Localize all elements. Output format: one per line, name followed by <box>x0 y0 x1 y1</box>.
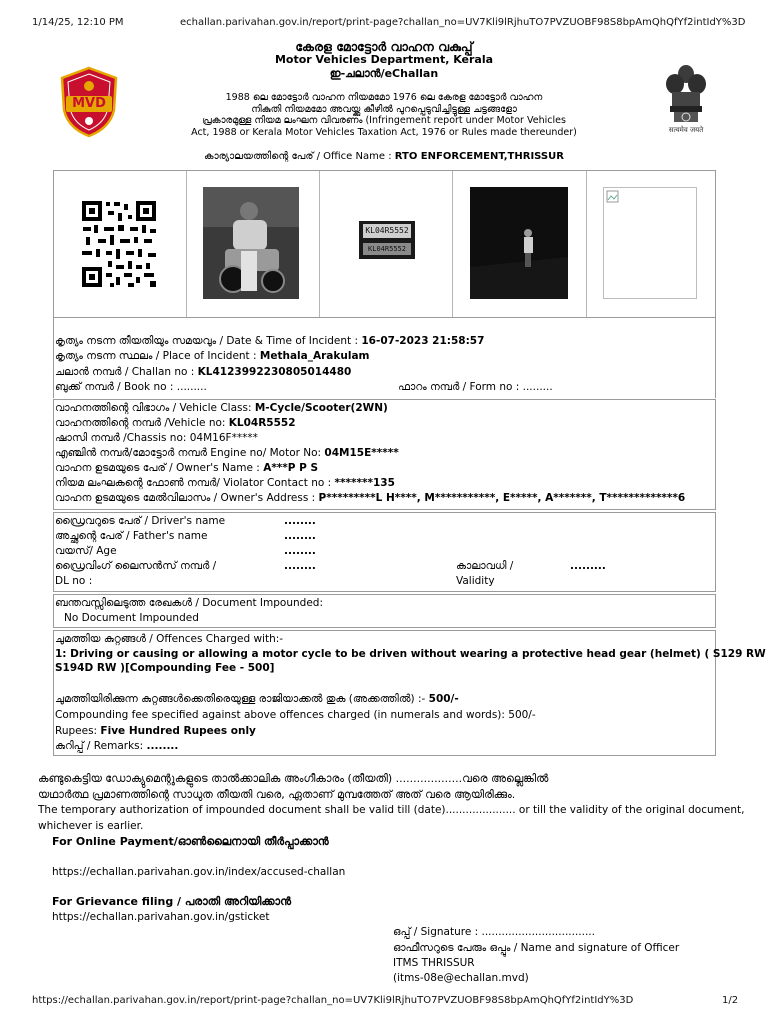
subtitle-line-4: Act, 1988 or Kerala Motor Vehicles Taxation Act, 1976 or Rules made thereunder) <box>191 126 577 138</box>
mvd-logo-text: MVD <box>72 96 106 111</box>
subtitle-line-3: പ്രകാരമുള്ള നിയമ ലംഘന വിവരണം (Infringement report under Motor Vehicles <box>202 115 566 126</box>
compounding-fee-value: 500/- <box>428 693 459 705</box>
incident-datetime <box>55 335 484 348</box>
grievance-link[interactable]: https://echallan.parivahan.gov.in/gsticket <box>52 911 270 923</box>
incident-place-label: കൃത്യം നടന്ന സ്ഥലം / Place of Incident : <box>55 350 260 362</box>
authorization-english-line-2: whichever is earlier. <box>38 820 144 832</box>
qr-code-cell <box>54 171 187 317</box>
number-plate-image <box>359 221 415 259</box>
plate-text-2: KL04R5552 <box>363 243 411 255</box>
validity-value: ......... <box>570 560 606 572</box>
signature-line: ഒപ്പ് / Signature : .................................. <box>393 926 595 938</box>
violator-contact-label: നിയമ ലംഘകന്റെ ഫോൺ നമ്പർ/ Violator Contact no : <box>55 477 335 489</box>
print-datetime: 1/14/25, 12:10 PM <box>32 17 124 28</box>
officer-label: ഓഫീസറുടെ പേരും ഒപ്പും / Name and signature of Officer <box>393 942 680 954</box>
office-name-value: RTO ENFORCEMENT,THRISSUR <box>394 151 564 162</box>
age-value: ........ <box>284 545 316 557</box>
owner-address-value: P*********L H****, M***********, E*****, A*******, T*************6 <box>318 492 686 504</box>
engine-number-value: 04M15E***** <box>324 447 399 459</box>
violator-contact <box>55 477 395 490</box>
offences-label: ചുമത്തിയ കുറ്റങ്ങൾ / Offences Charged with:- <box>55 633 284 645</box>
broken-image-icon <box>603 187 697 299</box>
compounding-fee-words: Compounding fee specified against above offences charged (in numerals and words): 500/- <box>55 709 536 721</box>
rider-photo-cell <box>186 171 320 317</box>
age-label: വയസ്/ Age <box>55 545 117 557</box>
dept-title-malayalam: കേരള മോട്ടോർ വാഹന വകുപ്പ് <box>295 39 473 54</box>
qr-code-icon <box>80 199 158 289</box>
father-name-label: അച്ഛന്റെ പേര് / Father's name <box>55 530 208 542</box>
incident-datetime-label: കൃത്യം നടന്ന തീയതിയും സമയവും / Date & Time of Incident : <box>55 335 362 347</box>
offence-line-1: 1: Driving or causing or allowing a motor cycle to be driven without wearing a protective head gear (helmet) ( S129 RW <box>55 648 766 660</box>
emblem-motto: सत्यमेव जयते <box>668 126 704 134</box>
subtitle-line-1: 1988 ലെ മോട്ടോർ വാഹന നിയമമോ 1976 ലെ കേരള മോട്ടോർ വാഹന <box>225 92 543 103</box>
owner-address-label: വാഹന ഉടമയുടെ മേൽവിലാസം / Owner's Address : <box>55 492 319 504</box>
vehicle-number <box>55 417 296 430</box>
page-number: 1/2 <box>722 995 739 1006</box>
grievance-label: For Grievance filing / പരാതി അറിയിക്കാൻ <box>52 895 292 908</box>
print-url: echallan.parivahan.gov.in/report/print-page?challan_no=UV7Kli9lRjhuTO7PVZUOBF98S8bpAmQhQfYf2intIdY%3D <box>180 17 746 28</box>
broken-image-cell <box>586 171 715 317</box>
evidence-images-row <box>53 170 716 318</box>
rupees-in-words <box>55 725 256 737</box>
offence-line-2: S194D RW )[Compounding Fee - 500] <box>55 662 275 674</box>
incident-place-value: Methala_Arakulam <box>259 350 370 362</box>
national-emblem-icon <box>664 64 708 138</box>
dl-label-malayalam: ഡ്രൈവിംഗ് ലൈസൻസ് നമ്പർ / <box>55 560 217 572</box>
engine-number <box>55 447 399 460</box>
challan-number-label: ചലാൻ നമ്പർ / Challan no : <box>55 366 198 378</box>
book-number: ബുക്ക് നമ്പർ / Book no : ......... <box>55 381 207 393</box>
vehicle-number-value: KL04R5552 <box>228 417 296 429</box>
authorization-english-line-1: The temporary authorization of impounded document shall be valid till (date)..................... or till the validity of the original document, <box>38 804 745 816</box>
rider-photo <box>203 187 299 299</box>
dept-title-english: Motor Vehicles Department, Kerala <box>274 53 494 66</box>
owner-name-value: A***P P S <box>263 462 319 474</box>
vehicle-number-label: വാഹനത്തിന്റെ നമ്പർ /Vehicle no: <box>55 417 229 429</box>
validity-label-malayalam: കാലാവധി / <box>456 560 514 572</box>
plate-text-1: KL04R5552 <box>363 224 411 238</box>
owner-name <box>55 462 318 475</box>
online-payment-label: For Online Payment/ഓൺലൈനായി തീർപ്പാക്കാൻ <box>52 835 329 848</box>
documents-impounded-label: ബന്തവസ്സിലെടുത്ത രേഖകൾ / Document Impounded: <box>55 597 323 609</box>
dl-value: ........ <box>284 560 316 572</box>
subtitle-line-2: നികുതി നിയമമോ അവയ്ക്കു കീഴിൽ പുറപ്പെടുവിച്ചിട്ടുള്ള ചട്ടങ്ങളോ <box>251 103 517 115</box>
remarks-label: കുറിപ്പ് / Remarks: <box>55 740 147 752</box>
footer-url: https://echallan.parivahan.gov.in/report/print-page?challan_no=UV7Kli9lRjhuTO7PVZUOBF98S8bpAmQhQfYf2intIdY%3D <box>32 995 634 1006</box>
dl-label-english: DL no : <box>55 575 93 587</box>
documents-impounded-value: No Document Impounded <box>64 612 199 624</box>
owner-name-label: വാഹന ഉടമയുടെ പേര് / Owner's Name : <box>55 462 264 474</box>
father-name-value: ........ <box>284 530 316 542</box>
authorization-malayalam-line-1: കണ്ടുകെട്ടിയ ഡോക്യുമെന്റുകളുടെ താൽക്കാലിക അംഗീകാരം (തീയതി) ...................വരെ അല്ലെങ്കിൽ <box>38 772 549 785</box>
remarks <box>55 740 178 753</box>
challan-number <box>55 366 351 379</box>
subtitle <box>184 92 584 138</box>
officer-name: ITMS THRISSUR <box>393 957 475 969</box>
office-name-label: കാര്യാലയത്തിന്റെ പേര് / Office Name : <box>204 151 395 162</box>
echallan-title: ഇ-ചലാൻ/eChallan <box>329 67 439 80</box>
mvd-logo <box>58 66 120 138</box>
night-photo <box>470 187 568 299</box>
authorization-malayalam-line-2: യഥാർത്ഥ പ്രമാണത്തിന്റെ സാധുത തീയതി വരെ, ഏതാണ് മുമ്പത്തേത് അത് വരെ ആയിരിക്കും. <box>38 788 516 801</box>
office-name <box>134 151 634 162</box>
number-plate-cell <box>319 171 453 317</box>
compounding-fee-label: ചുമത്തിയിരിക്കുന്ന കുറ്റങ്ങൾക്കെതിരെയുള്ള രാജിയാക്കൽ തുക (അക്കത്തിൽ) :- <box>55 693 429 705</box>
incident-place <box>55 350 369 363</box>
remarks-value: ........ <box>146 740 179 752</box>
vehicle-class-label: വാഹനത്തിന്റെ വിഭാഗം / Vehicle Class: <box>55 402 255 414</box>
officer-id: (itms-08e@echallan.mvd) <box>393 972 529 984</box>
online-payment-link[interactable]: https://echallan.parivahan.gov.in/index/accused-challan <box>52 866 346 878</box>
rupees-value: Five Hundred Rupees only <box>100 725 256 737</box>
vehicle-class <box>55 402 388 415</box>
chassis-number: ഷാസി നമ്പർ /Chassis no: 04M16F***** <box>55 432 258 444</box>
violator-contact-value: *******135 <box>334 477 395 489</box>
compounding-fee <box>55 693 459 706</box>
engine-number-label: എഞ്ചിൻ നമ്പർ/മോട്ടോർ നമ്പർ Engine no/ Motor No: <box>55 447 325 459</box>
incident-datetime-value: 16-07-2023 21:58:57 <box>361 335 485 347</box>
vehicle-class-value: M-Cycle/Scooter(2WN) <box>254 402 388 414</box>
challan-number-value: KL4123992230805014480 <box>197 366 352 378</box>
driver-name-value: ........ <box>284 515 316 527</box>
driver-name-label: ഡ്രൈവറുടെ പേര് / Driver's name <box>55 515 226 527</box>
validity-label-english: Validity <box>456 575 495 587</box>
owner-address <box>55 492 685 505</box>
rupees-label: Rupees: <box>55 725 101 737</box>
night-photo-cell <box>452 171 587 317</box>
form-number: ഫാറം നമ്പർ / Form no : ......... <box>398 381 553 393</box>
